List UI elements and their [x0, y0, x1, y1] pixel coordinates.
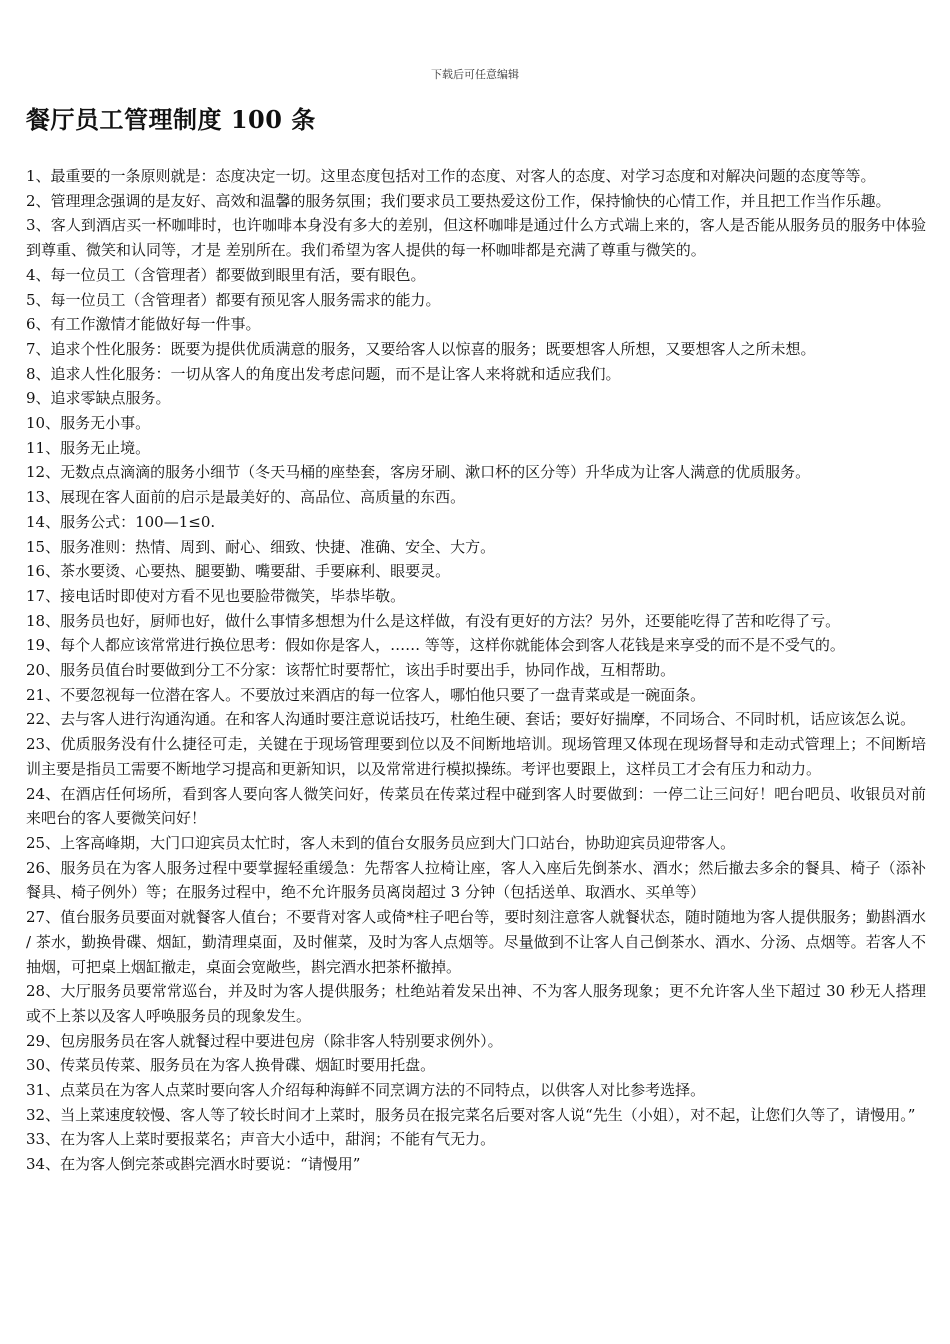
rule-item: 19、每个人都应该常常进行换位思考：假如你是客人，…… 等等，这样你就能体会到客人花钱是来享受的而不是不受气的。 [26, 636, 845, 655]
rule-item: 17、接电话时即使对方看不见也要脸带微笑，毕恭毕敬。 [26, 586, 406, 605]
rule-item: 14、服务公式：100—1≤0. [26, 512, 216, 531]
rule-item: 25、上客高峰期，大门口迎宾员太忙时，客人未到的值台女服务员应到大门口站台，协助迎宾员迎带客人。 [26, 833, 736, 852]
rule-item: 32、当上菜速度较慢、客人等了较长时间才上菜时，服务员在报完菜名后要对客人说“先生（小姐），对不起，让您们久等了，请慢用。” [26, 1105, 916, 1124]
rule-item: 3、客人到酒店买一杯咖啡时，也许咖啡本身没有多大的差别，但这杯咖啡是通过什么方式端上来的，客人是否能从服务员的服务中体验到尊重、微笑和认同等，才是 差别所在。我们希望为客人提供的每一杯咖啡都是充满了尊重与微笑的。 [26, 216, 926, 260]
rule-item: 8、追求人性化服务：一切从客人的角度出发考虑问题，而不是让客人来将就和适应我们。 [26, 364, 621, 383]
rule-item: 4、每一位员工（含管理者）都要做到眼里有活，要有眼色。 [26, 265, 426, 284]
rule-item: 7、追求个性化服务：既要为提供优质满意的服务，又要给客人以惊喜的服务；既要想客人所想，又要想客人之所未想。 [26, 339, 816, 358]
rule-item: 1、最重要的一条原则就是：态度决定一切。这里态度包括对工作的态度、对客人的态度、对学习态度和对解决问题的态度等等。 [26, 167, 876, 185]
rule-item: 10、服务无小事。 [26, 414, 151, 433]
rule-item: 26、服务员在为客人服务过程中要掌握轻重缓急：先帮客人拉椅让座，客人入座后先倒茶水、酒水；然后撤去多余的餐具、椅子（添补餐具、椅子例外）等；在服务过程中，绝不允许服务员离岗超过 3 分钟（包括送单、取酒水、买单等） [26, 858, 926, 902]
rule-item: 34、在为客人倒完茶或斟完酒水时要说：“请慢用” [26, 1155, 361, 1174]
rule-item: 33、在为客人上菜时要报菜名；声音大小适中，甜润；不能有气无力。 [26, 1130, 496, 1149]
rules-list [26, 164, 926, 1177]
rule-item: 27、值台服务员要面对就餐客人值台；不要背对客人或倚*柱子吧台等，要时刻注意客人就餐状态，随时随地为客人提供服务；勤斟酒水 / 茶水，勤换骨碟、烟缸，勤清理桌面，及时催菜，及时为客人点烟等。尽量做到不让客人自己倒茶水、酒水、分汤、点烟等。若客人不抽烟，可把桌上烟缸撤走，桌面会宽敞些，斟完酒水把茶杯撤掉。 [26, 908, 926, 976]
rule-item: 20、服务员值台时要做到分工不分家：该帮忙时要帮忙，该出手时要出手，协同作战，互相帮助。 [26, 661, 676, 680]
rule-item: 30、传菜员传菜、服务员在为客人换骨碟、烟缸时要用托盘。 [26, 1056, 436, 1075]
rule-item: 9、追求零缺点服务。 [26, 389, 171, 408]
rule-item: 15、服务准则：热情、周到、耐心、细致、快捷、准确、安全、大方。 [26, 537, 496, 556]
rule-item: 5、每一位员工（含管理者）都要有预见客人服务需求的能力。 [26, 290, 441, 309]
rule-item: 13、展现在客人面前的启示是最美好的、高品位、高质量的东西。 [26, 488, 466, 507]
rule-item: 23、优质服务没有什么捷径可走，关键在于现场管理要到位以及不间断地培训。现场管理又体现在现场督导和走动式管理上；不间断培训主要是指员工需要不断地学习提高和更新知识，以及常常进行模拟操练。考评也要跟上，这样员工才会有压力和动力。 [26, 735, 926, 778]
rule-item: 6、有工作激情才能做好每一件事。 [26, 315, 261, 334]
rule-item: 21、不要忽视每一位潜在客人。不要放过来酒店的每一位客人，哪怕他只要了一盘青菜或是一碗面条。 [26, 685, 706, 704]
rule-item: 22、去与客人进行沟通沟通。在和客人沟通时要注意说话技巧，杜绝生硬、套话；要好好揣摩，不同场合、不同时机，话应该怎么说。 [26, 710, 916, 729]
document-title: 餐厅员工管理制度 100 条 [26, 105, 316, 134]
rule-item: 31、点菜员在为客人点菜时要向客人介绍每种海鲜不同烹调方法的不同特点，以供客人对比参考选择。 [26, 1081, 706, 1100]
rule-item: 16、茶水要烫、心要热、腿要勤、嘴要甜、手要麻利、眼要灵。 [26, 562, 451, 581]
rule-item: 29、包房服务员在客人就餐过程中要进包房（除非客人特别要求例外）。 [26, 1031, 503, 1050]
rule-item: 24、在酒店任何场所，看到客人要向客人微笑问好，传菜员在传菜过程中碰到客人时要做到：一停二让三问好！吧台吧员、收银员对前来吧台的客人要微笑问好！ [26, 784, 926, 828]
rule-item: 11、服务无止境。 [26, 438, 151, 457]
rule-item: 28、大厅服务员要常常巡台，并及时为客人提供服务；杜绝站着发呆出神、不为客人服务现象；更不允许客人坐下超过 30 秒无人搭理或不上茶以及客人呼唤服务员的现象发生。 [26, 982, 926, 1025]
rule-item: 12、无数点点滴滴的服务小细节（冬天马桶的座垫套，客房牙刷、漱口杯的区分等）升华成为让客人满意的优质服务。 [26, 463, 811, 482]
header-note: 下载后可任意编辑 [431, 68, 519, 81]
rule-item: 2、管理理念强调的是友好、高效和温馨的服务氛围；我们要求员工要热爱这份工作，保持愉快的心情工作，并且把工作当作乐趣。 [26, 191, 891, 210]
rule-item: 18、服务员也好，厨师也好，做什么事情多想想为什么是这样做，有没有更好的方法？另外，还要能吃得了苦和吃得了亏。 [26, 611, 841, 630]
